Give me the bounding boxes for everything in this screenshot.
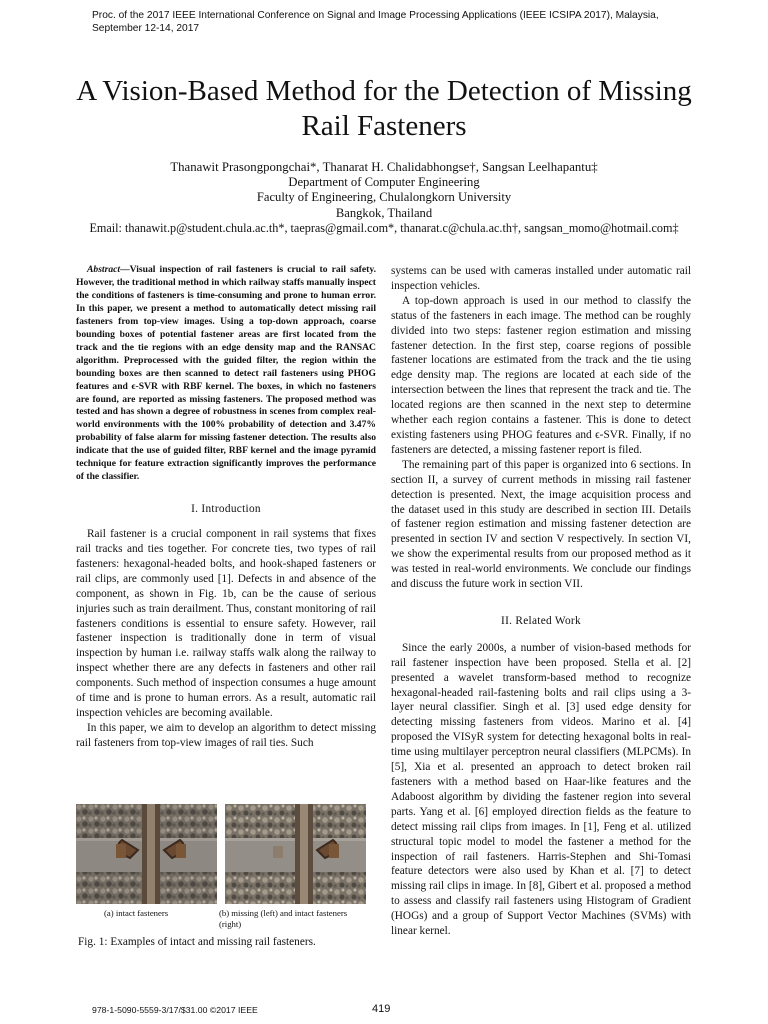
abstract: [76, 264, 376, 484]
abstract-text: Visual inspection of rail fasteners is crucial to rail safety. However, the traditional method in which railway staffs manually inspect the conditions of fasteners is time-consuming and prone to human error. In this paper, we present a method to automatically detect missing rail fasteners from top-view images. Using a top-down approach, coarse bounding boxes of potential fastener areas are first located from the track and the tie regions with an edge density map and the RANSAC algorithm. Preprocessed with the guided filter, the region within the bounding boxes are then scanned to detect rail fasteners using PHOG features and ϵ-SVR with RBF kernel. The boxes, in which no fasteners are found, are reported as missing fasteners. The proposed method was tested and has shown a degree of robustness in scenes from complex real-world environments with the 100% probability of detection and 3.47% probability of false alarm for missing fastener detection. The results also indicate that the use of guided filter, RBF kernel and the image pyramid technique for feature extraction significantly improves the performance of the classifier.: [76, 264, 376, 483]
intro-continued-paragraph: systems can be used with cameras installed under automatic rail inspection vehicles.: [391, 265, 691, 292]
abstract-dash: —: [120, 264, 130, 275]
paper-title: A Vision-Based Method for the Detection of Missing Rail Fasteners: [76, 75, 692, 142]
intro-paragraph-4: The remaining part of this paper is organized into 6 sections. In section II, a survey of current methods in missing rail fastener detection is presented. Next, the image acquisition process and the dataset used in this study are described in section III. Details of fastener region estimation and missing fastener detection are presented in section IV and section V respectively. In section VI, we show the experimental results from our proposed method as it was tested in real-world environments. We conclude our findings and discuss the future work in section VII.: [391, 458, 691, 591]
missing-fastener-photo: [225, 804, 366, 904]
author-location: Bangkok, Thailand: [335, 205, 433, 220]
figure-caption: Fig. 1: Examples of intact and missing rail fasteners.: [78, 936, 316, 948]
conference-header: Proc. of the 2017 IEEE International Conference on Signal and Image Processing Applications (IEEE ICSIPA 2017), Malaysia, September 12-14, 2017: [92, 10, 659, 34]
subcaption-b: (b) missing (left) and intact fasteners (right): [219, 908, 348, 929]
section-heading-introduction: I. Introduction: [191, 503, 261, 516]
author-block: [40, 160, 728, 236]
related-work-paragraph-1: Since the early 2000s, a number of vision-based methods for rail fastener inspection have been proposed. Stella et al. [2] presented a wavelet transform-based method to recognize hexagonal-headed rail-fastening bolts and rail clips using a 3-layer neural classifier. Singh et al. [3] used edge density for detecting missing fasteners from videos. Marino et al. [4] proposed the VISyR system for detecting hexagonal bolts in real-time using multilayer perceptron neural classifiers (MLPCMs). In [5], Xia et al. presented an approach to detect broken rail fasteners with a method based on Haar-like features and the Adaboost algorithm by dividing the fastener region into several parts. Yang et al. [6] employed direction fields as the feature to detect missing rail clips from images. In [1], Feng et al. utilized structural topic model to model the fastener a method for the inspection of rail fasteners. Harris-Stephen and Shi-Tomasi feature detectors were also used by Khan et al. [7] to detect missing rail clips in image. In [8], Gibert et al. proposed a method to assess and classify rail fasteners using Histogram of Gradient (HOGs) and a group of Support Vector Machines (SVMs) with linear kernel.: [391, 641, 691, 938]
left-column: [76, 264, 376, 751]
author-names: Thanawit Prasongpongchai*, Thanarat H. Chalidabhongse†, Sangsan Leelhapantu‡: [170, 160, 598, 174]
intact-fasteners-photo: [76, 804, 217, 904]
author-department: Department of Computer Engineering: [288, 175, 480, 190]
intro-paragraph-2: In this paper, we aim to develop an algorithm to detect missing rail fasteners from top-view images of rail ties. Such: [76, 721, 376, 749]
footer-copyright: 978-1-5090-5559-3/17/$31.00 ©2017 IEEE: [92, 1005, 258, 1015]
right-column: [391, 264, 691, 939]
subcaption-a: (a) intact fasteners: [104, 908, 169, 918]
author-emails: Email: thanawit.p@student.chula.ac.th*, taepras@gmail.com*, thanarat.c@chula.ac.th†, sangsan_momo@hotmail.com‡: [89, 220, 679, 235]
intro-paragraph-1: Rail fastener is a crucial component in rail systems that fixes rail tracks and ties together. For concrete ties, two types of rail fasteners: hexagonal-headed bolts, and hook-shaped fasteners or rail clips, are commonly used [1]. Defects in and absence of the component, as shown in Fig. 1b, can be the cause of serious injuries such as train derailment. Thus, constant monitoring of rail fasteners conditions is essential to ensure safety. However, rail fastener inspection is traditionally done in term of visual inspection by human i.e. railway staffs walk along the railway to inspect whether there are any defects in fasteners and other rail components. Such method of inspection consumes a huge amount of time and is prone to human errors. As a result, automatic rail inspection vehicles are becoming available.: [76, 528, 376, 719]
section-heading-related-work: II. Related Work: [501, 614, 581, 627]
intro-paragraph-3: A top-down approach is used in our method to classify the status of the fasteners in each image. The method can be roughly divided into two steps: fastener region estimation and missing fastener detection. In the first step, coarse regions of possible fastener locations are estimated from the track and the tie using edge density map. The regions are located at each side of the intersection between the lines that represent the track and tie. The located regions are then scanned in the next step to determine whether each region contains a fastener. This is done to detect existing fasteners using PHOG features and ϵ-SVR. Finally, if no fasteners are detected, a missing fastener report is filed.: [391, 294, 691, 456]
author-faculty: Faculty of Engineering, Chulalongkorn University: [256, 190, 512, 205]
abstract-label: Abstract: [87, 264, 121, 275]
page-number: 419: [372, 1003, 391, 1015]
